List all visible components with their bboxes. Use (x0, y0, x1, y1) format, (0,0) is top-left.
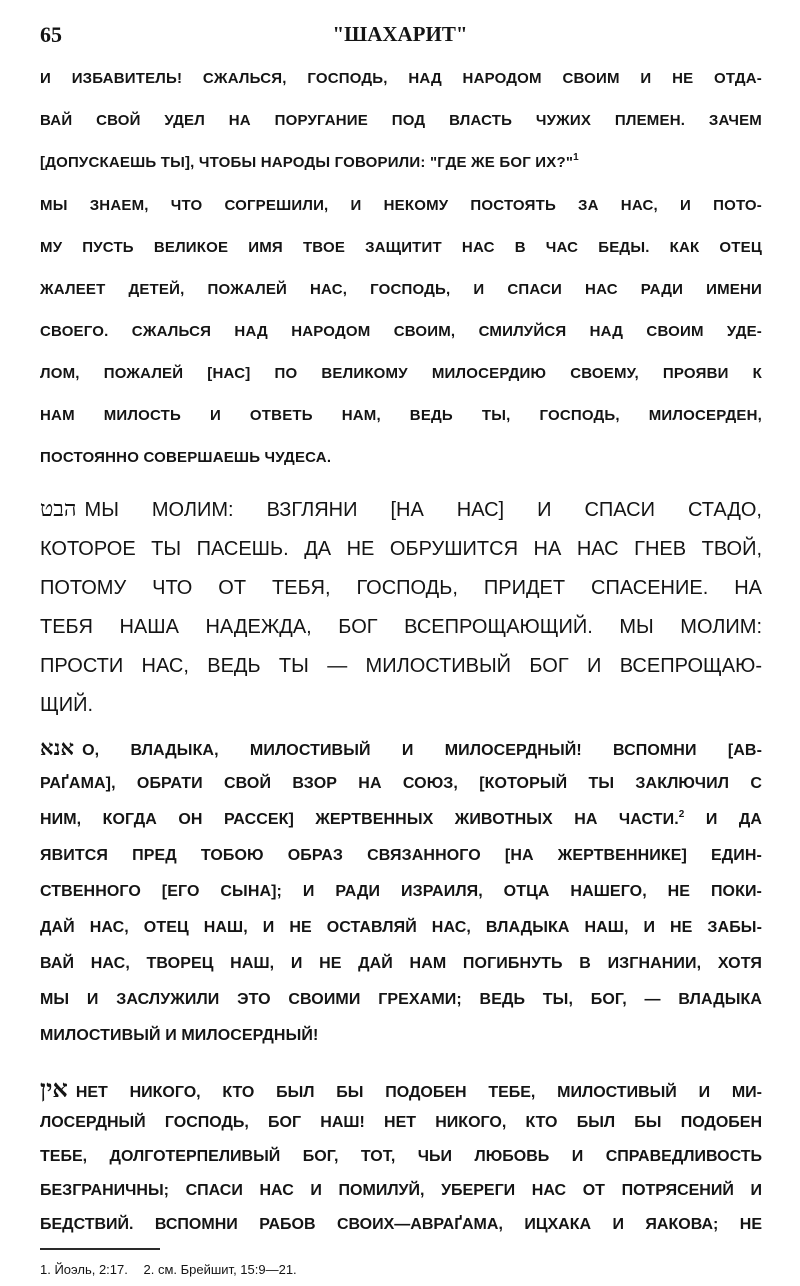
text-line: ПОСТОЯННО СОВЕРШАЕШЬ ЧУДЕСА. (40, 449, 332, 466)
text-fragment: НЕТ НИКОГО, КТО БЫЛ БЫ ПОДОБЕН ТЕБЕ, МИЛОСТИВЫЙ И МИ- (75, 1084, 762, 1101)
text-line: ЖАЛЕЕТ ДЕТЕЙ, ПОЖАЛЕЙ НАС, ГОСПОДЬ, И СПАСИ НАС РАДИ ИМЕНИ (40, 281, 762, 298)
text-line: БЕЗГРАНИЧНЫ; СПАСИ НАС И ПОМИЛУЙ, УБЕРЕГИ НАС ОТ ПОТРЯСЕНИЙ И (40, 1182, 762, 1199)
text-line: СТВЕННОГО [ЕГО СЫНА]; И РАДИ ИЗРАИЛЯ, ОТЦА НАШЕГО, НЕ ПОКИ- (40, 883, 762, 900)
text-line: ВАЙ НАС, ТВОРЕЦ НАШ, И НЕ ДАЙ НАМ ПОГИБНУТЬ В ИЗГНАНИИ, ХОТЯ (40, 955, 762, 972)
text-line: БЕДСТВИЙ. ВСПОМНИ РАБОВ СВОИХ—АВРАҐАМА, ИЦХАКА И ЯАКОВА; НЕ (40, 1216, 762, 1233)
text-line (40, 148, 762, 178)
hebrew-opening-word: אין (40, 1074, 68, 1103)
text-line: КОТОРОЕ ТЫ ПАСЕШЬ. ДА НЕ ОБРУШИТСЯ НА НАС ГНЕВ ТВОЙ, (40, 538, 762, 560)
text-line: ЛОСЕРДНЫЙ ГОСПОДЬ, БОГ НАШ! НЕТ НИКОГО, КТО БЫЛ БЫ ПОДОБЕН (40, 1114, 762, 1131)
text-line (40, 733, 762, 763)
text-line: МУ ПУСТЬ ВЕЛИКОЕ ИМЯ ТВОЕ ЗАЩИТИТ НАС В ЧАС БЕДЫ. КАК ОТЕЦ (40, 239, 762, 256)
text-line: ЛОМ, ПОЖАЛЕЙ [НАС] ПО ВЕЛИКОМУ МИЛОСЕРДИЮ СВОЕМУ, ПРОЯВИ К (40, 365, 762, 382)
page-number: 65 (40, 22, 62, 47)
text-line (40, 805, 762, 835)
hebrew-opening-word: אנא (40, 735, 75, 760)
text-line: МЫ И ЗАСЛУЖИЛИ ЭТО СВОИМИ ГРЕХАМИ; ВЕДЬ ТЫ, БОГ, — ВЛАДЫКА (40, 991, 762, 1008)
text-line (40, 492, 762, 528)
footnotes (40, 1262, 297, 1277)
text-fragment: МЫ МОЛИМ: ВЗГЛЯНИ [НА НАС] И СПАСИ СТАДО, (84, 499, 762, 521)
text-line: НАМ МИЛОСТЬ И ОТВЕТЬ НАМ, ВЕДЬ ТЫ, ГОСПОДЬ, МИЛОСЕРДЕН, (40, 407, 762, 424)
footnote-2: 2. см. Брейшит, 15:9—21. (143, 1262, 297, 1277)
text-line: ВАЙ СВОЙ УДЕЛ НА ПОРУГАНИЕ ПОД ВЛАСТЬ ЧУЖИХ ПЛЕМЕН. ЗАЧЕМ (40, 112, 762, 129)
page-header (40, 22, 760, 58)
running-head: "ШАХАРИТ" (332, 22, 468, 46)
footnote-1: 1. Йоэль, 2:17. (40, 1262, 128, 1277)
hebrew-opening-word: הבט (40, 497, 77, 522)
text-line: ДАЙ НАС, ОТЕЦ НАШ, И НЕ ОСТАВЛЯЙ НАС, ВЛАДЫКА НАШ, И НЕ ЗАБЫ- (40, 919, 762, 936)
text-fragment: О, ВЛАДЫКА, МИЛОСТИВЫЙ И МИЛОСЕРДНЫЙ! ВСПОМНИ [АВ- (82, 742, 762, 759)
text-line: ТЕБЕ, ДОЛГОТЕРПЕЛИВЫЙ БОГ, ТОТ, ЧЬИ ЛЮБОВЬ И СПРАВЕДЛИВОСТЬ (40, 1148, 762, 1165)
footnote-ref-1: 1 (573, 152, 579, 163)
text-line: ПОТОМУ ЧТО ОТ ТЕБЯ, ГОСПОДЬ, ПРИДЕТ СПАСЕНИЕ. НА (40, 577, 762, 599)
text-line: ЩИЙ. (40, 694, 94, 716)
text-fragment: НИМ, КОГДА ОН РАССЕК] ЖЕРТВЕННЫХ ЖИВОТНЫХ НА ЧАСТИ. (40, 811, 679, 828)
footnote-divider (40, 1248, 160, 1250)
text-line: МИЛОСТИВЫЙ И МИЛОСЕРДНЫЙ! (40, 1027, 319, 1044)
text-line: МЫ ЗНАЕМ, ЧТО СОГРЕШИЛИ, И НЕКОМУ ПОСТОЯТЬ ЗА НАС, И ПОТО- (40, 197, 762, 214)
text-line (40, 1074, 762, 1104)
text-line: ТЕБЯ НАША НАДЕЖДА, БОГ ВСЕПРОЩАЮЩИЙ. МЫ МОЛИМ: (40, 616, 762, 638)
text-fragment: И ДА (705, 811, 762, 828)
text-line: РАҐАМА], ОБРАТИ СВОЙ ВЗОР НА СОЮЗ, [КОТОРЫЙ ТЫ ЗАКЛЮЧИЛ С (40, 775, 762, 792)
text-line: ПРОСТИ НАС, ВЕДЬ ТЫ — МИЛОСТИВЫЙ БОГ И ВСЕПРОЩАЮ- (40, 655, 762, 677)
footnote-ref-2: 2 (678, 809, 685, 820)
text-line: И ИЗБАВИТЕЛЬ! СЖАЛЬСЯ, ГОСПОДЬ, НАД НАРОДОМ СВОИМ И НЕ ОТДА- (40, 70, 762, 87)
text-line: СВОЕГО. СЖАЛЬСЯ НАД НАРОДОМ СВОИМ, СМИЛУЙСЯ НАД СВОИМ УДЕ- (40, 323, 762, 340)
text-fragment: [ДОПУСКАЕШЬ ТЫ], ЧТОБЫ НАРОДЫ ГОВОРИЛИ: "ГДЕ ЖЕ БОГ ИХ?" (40, 154, 574, 171)
text-line: ЯВИТСЯ ПРЕД ТОБОЮ ОБРАЗ СВЯЗАННОГО [НА ЖЕРТВЕННИКЕ] ЕДИН- (40, 847, 762, 864)
